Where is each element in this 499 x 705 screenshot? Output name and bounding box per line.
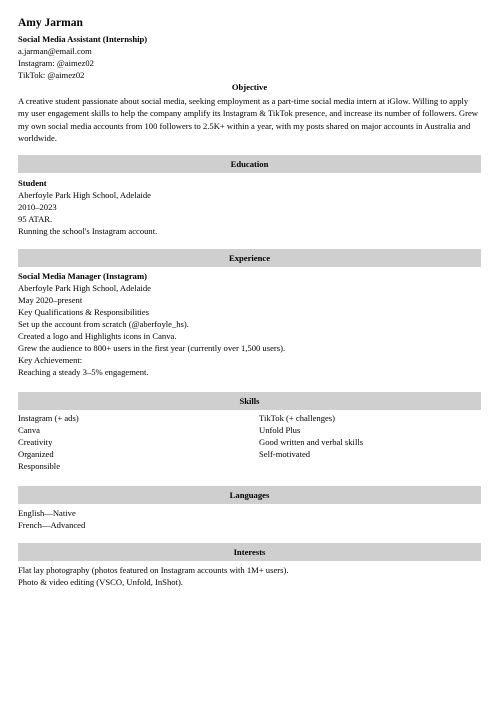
experience-line: Key Qualifications & Responsibilities	[18, 307, 150, 317]
education-role: Student	[18, 178, 47, 188]
language-item: English—Native	[18, 508, 76, 518]
experience-line: Set up the account from scratch (@aberfoyle_hs).	[18, 319, 189, 329]
education-school: Aberfoyle Park High School, Adelaide	[18, 190, 151, 200]
experience-line: Created a logo and Highlights icons in Canva.	[18, 331, 177, 341]
instagram-handle: Instagram: @aimez02	[18, 58, 94, 68]
education-note: Running the school's Instagram account.	[18, 226, 158, 236]
job-title: Social Media Assistant (Internship)	[18, 34, 148, 44]
skill-item: Creativity	[18, 437, 53, 447]
skill-item: Instagram (+ ads)	[18, 413, 79, 423]
interests-section-header: Interests	[18, 543, 481, 561]
education-dates: 2010–2023	[18, 202, 57, 212]
skills-section-header: Skills	[18, 392, 481, 410]
education-section-header: Education	[18, 155, 481, 173]
experience-line: Grew the audience to 800+ users in the first year (currently over 1,500 users).	[18, 343, 286, 353]
candidate-name: Amy Jarman	[18, 17, 83, 29]
education-atar: 95 ATAR.	[18, 214, 53, 224]
interest-item: Photo & video editing (VSCO, Unfold, InShot).	[18, 577, 183, 587]
objective-heading: Objective	[231, 82, 268, 92]
interest-item: Flat lay photography (photos featured on Instagram accounts with 1M+ users).	[18, 565, 289, 575]
skill-item: Unfold Plus	[259, 425, 301, 435]
experience-dates: May 2020–present	[18, 295, 83, 305]
experience-role: Social Media Manager (Instagram)	[18, 271, 147, 281]
skill-item: TikTok (+ challenges)	[259, 413, 336, 423]
skill-item: Organized	[18, 449, 54, 459]
language-item: French—Advanced	[18, 520, 86, 530]
languages-section-header: Languages	[18, 486, 481, 504]
email-address: a.jarman@email.com	[18, 46, 92, 56]
skill-item: Canva	[18, 425, 40, 435]
experience-section-header: Experience	[18, 249, 481, 267]
experience-place: Aberfoyle Park High School, Adelaide	[18, 283, 151, 293]
skill-item: Responsible	[18, 461, 61, 471]
skill-item: Good written and verbal skills	[259, 437, 364, 447]
tiktok-handle: TikTok: @aimez02	[18, 70, 85, 80]
experience-line: Reaching a steady 3–5% engagement.	[18, 367, 149, 377]
skill-item: Self-motivated	[259, 449, 311, 459]
experience-line: Key Achievement:	[18, 355, 83, 365]
objective-text: A creative student passionate about social media, seeking employment as a part-time social media intern at iGlow. Willing to apply my user engagement skills to help the company amplify its Instagram & TikTok presence, and increase its number of followers. Grew my own social media accounts from 100 followers to 2.5K+ within a year, with my posts shared on major accounts in Australia and worldwide.	[18, 96, 479, 144]
